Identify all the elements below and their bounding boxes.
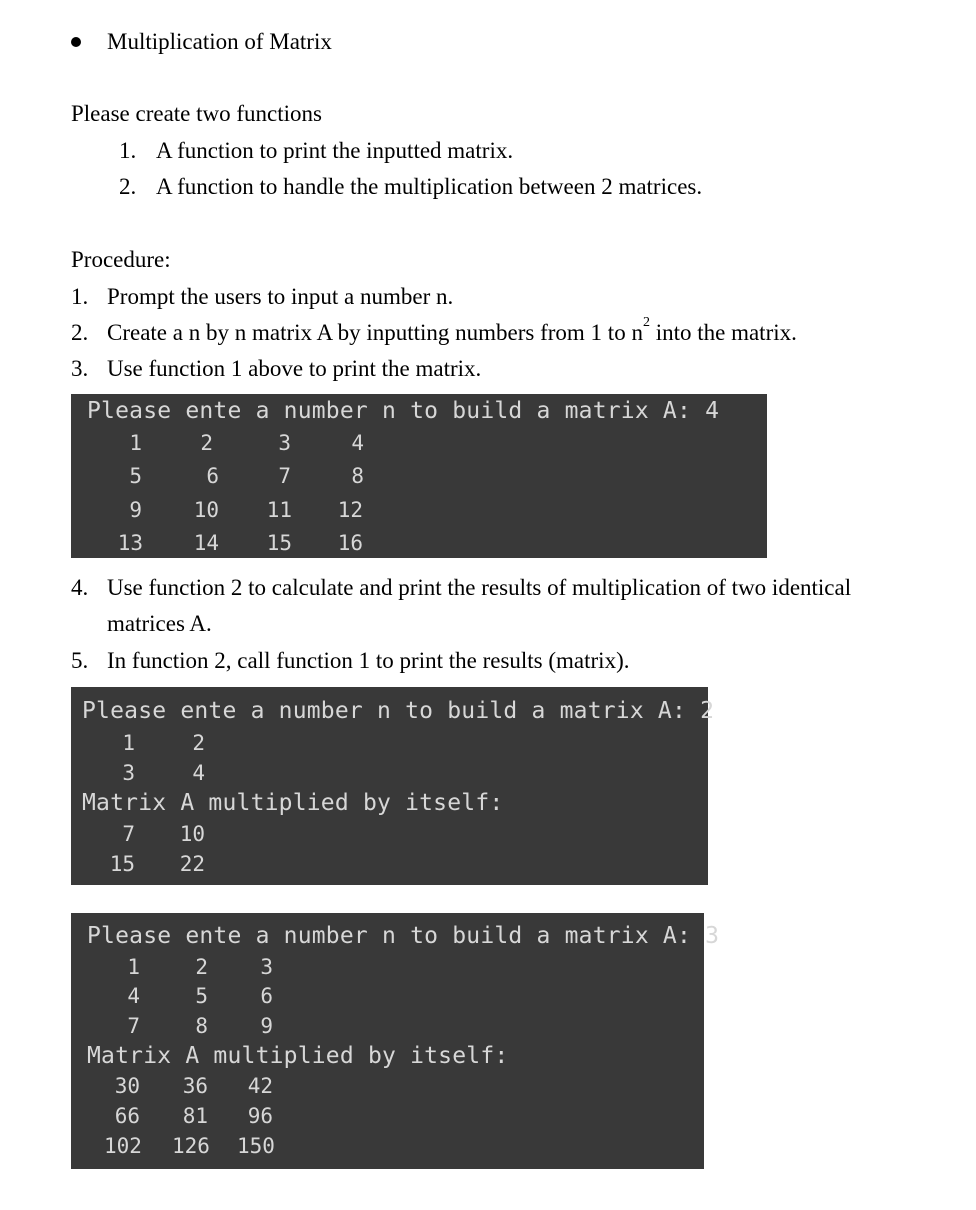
matrix-cell: 14 — [193, 531, 219, 555]
matrix-cell: 1 — [127, 955, 140, 979]
procedure-step-text: In function 2, call function 1 to print the results (matrix). — [107, 648, 630, 673]
procedure-step-number: 1. — [71, 284, 89, 309]
section-heading: Multiplication of Matrix — [107, 29, 332, 54]
matrix-cell: 4 — [192, 761, 205, 785]
matrix-cell: 6 — [206, 464, 219, 488]
matrix-cell: 81 — [182, 1104, 208, 1128]
matrix-cell: 4 — [127, 984, 140, 1008]
matrix-cell: 2 — [200, 431, 213, 455]
bullet-icon — [71, 37, 81, 47]
procedure-step-text: Prompt the users to input a number n. — [107, 284, 454, 309]
matrix-cell: 8 — [351, 464, 364, 488]
matrix-cell: 5 — [195, 984, 208, 1008]
matrix-cell: 4 — [351, 431, 364, 455]
matrix-cell: 9 — [129, 498, 142, 522]
procedure-step-number: 3. — [71, 356, 89, 381]
matrix-cell: 5 — [129, 464, 142, 488]
procedure-step-text — [107, 315, 797, 347]
console-output-3 — [71, 913, 720, 1169]
matrix-cell: 9 — [260, 1014, 273, 1038]
matrix-cell: 96 — [247, 1104, 273, 1128]
matrix-cell: 7 — [122, 822, 135, 846]
matrix-cell: 7 — [278, 464, 291, 488]
procedure-step-number: 2. — [71, 320, 89, 345]
procedure-step-text-part: into the matrix. — [649, 320, 797, 345]
matrix-cell: 66 — [114, 1104, 140, 1128]
intro-item-text: A function to handle the multiplication between 2 matrices. — [156, 174, 703, 199]
matrix-cell: 15 — [109, 852, 135, 876]
matrix-cell: 6 — [260, 984, 273, 1008]
intro-item-number: 1. — [119, 138, 137, 163]
procedure-label: Procedure: — [71, 247, 171, 272]
procedure-step-text: Use function 2 to calculate and print the results of multiplication of two identical — [107, 575, 852, 600]
matrix-cell: 2 — [192, 731, 205, 755]
intro-text: Please create two functions — [71, 101, 322, 126]
matrix-cell: 8 — [195, 1014, 208, 1038]
matrix-cell: 12 — [337, 498, 363, 522]
matrix-cell: 7 — [127, 1014, 140, 1038]
procedure-step-text: Use function 1 above to print the matrix. — [107, 356, 482, 381]
matrix-cell: 10 — [193, 498, 219, 522]
matrix-cell: 15 — [266, 531, 292, 555]
matrix-cell: 3 — [278, 431, 291, 455]
matrix-cell: 126 — [172, 1134, 210, 1158]
matrix-cell: 1 — [129, 431, 142, 455]
matrix-cell: 42 — [247, 1074, 273, 1098]
matrix-cell: 3 — [122, 761, 135, 785]
procedure-step-number: 4. — [71, 575, 89, 600]
console-prompt: Please ente a number n to build a matrix A: 4 — [87, 398, 720, 424]
matrix-cell: 22 — [179, 852, 205, 876]
matrix-cell: 2 — [195, 955, 208, 979]
console-result-label: Matrix A multiplied by itself: — [87, 1043, 509, 1069]
procedure-step-number: 5. — [71, 648, 89, 673]
matrix-cell: 102 — [104, 1134, 142, 1158]
console-result-label: Matrix A multiplied by itself: — [82, 790, 504, 816]
matrix-cell: 11 — [266, 498, 292, 522]
matrix-cell: 30 — [114, 1074, 140, 1098]
procedure-step-text-continued: matrices A. — [107, 611, 212, 636]
intro-item-text: A function to print the inputted matrix. — [156, 138, 514, 163]
matrix-cell: 3 — [260, 955, 273, 979]
matrix-cell: 16 — [337, 531, 363, 555]
console-output-2 — [71, 687, 715, 885]
matrix-cell: 36 — [182, 1074, 208, 1098]
matrix-cell: 10 — [179, 822, 205, 846]
matrix-cell: 1 — [122, 731, 135, 755]
matrix-cell: 150 — [237, 1134, 275, 1158]
console-prompt: Please ente a number n to build a matrix A: 3 — [87, 923, 720, 949]
superscript: 2 — [642, 315, 650, 330]
procedure-step-text-part: Create a n by n matrix A by inputting numbers from 1 to n — [107, 320, 643, 345]
console-prompt: Please ente a number n to build a matrix A: 2 — [82, 698, 715, 724]
matrix-cell: 13 — [117, 531, 143, 555]
console-output-1 — [71, 394, 767, 558]
intro-item-number: 2. — [119, 174, 137, 199]
